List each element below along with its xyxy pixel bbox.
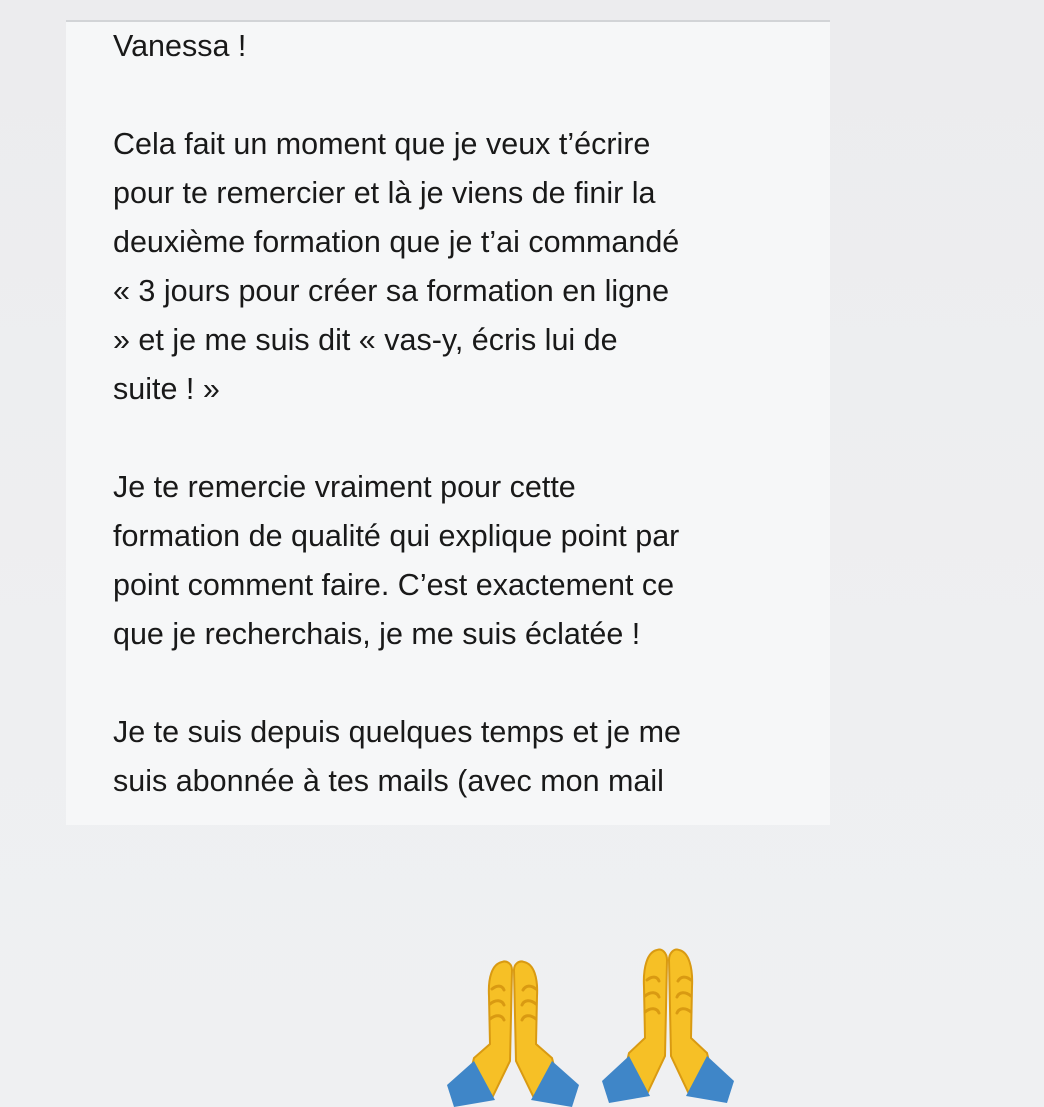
paragraph-spacer bbox=[113, 71, 793, 120]
text-line: Je te suis depuis quelques temps et je me bbox=[113, 715, 681, 749]
message-body bbox=[113, 22, 793, 806]
paragraph-spacer bbox=[113, 659, 793, 708]
text-line: deuxième formation que je t’ai commandé bbox=[113, 225, 680, 259]
paragraph-1 bbox=[113, 120, 793, 414]
paragraph-3 bbox=[113, 708, 793, 806]
paragraph-spacer bbox=[113, 414, 793, 463]
text-line: suis abonnée à tes mails (avec mon mail bbox=[113, 764, 664, 798]
text-line: suite ! » bbox=[113, 372, 220, 406]
text-line: point comment faire. C’est exactement ce bbox=[113, 568, 675, 602]
emoji-row bbox=[440, 940, 750, 1107]
text-line: pour te remercier et là je viens de finir la bbox=[113, 176, 656, 210]
text-line: Cela fait un moment que je veux t’écrire bbox=[113, 127, 651, 161]
text-line: Je te remercie vraiment pour cette bbox=[113, 470, 576, 504]
folded-hands-icon bbox=[440, 940, 590, 1107]
greeting-line: Vanessa ! bbox=[113, 29, 247, 63]
text-line: que je recherchais, je me suis éclatée ! bbox=[113, 617, 641, 651]
paragraph-2 bbox=[113, 463, 793, 659]
message-card bbox=[66, 22, 830, 825]
folded-hands-icon bbox=[595, 940, 745, 1107]
text-line: formation de qualité qui explique point par bbox=[113, 519, 680, 553]
text-line: « 3 jours pour créer sa formation en ligne bbox=[113, 274, 670, 308]
greeting-paragraph bbox=[113, 22, 793, 71]
text-line: » et je me suis dit « vas-y, écris lui de bbox=[113, 323, 618, 357]
